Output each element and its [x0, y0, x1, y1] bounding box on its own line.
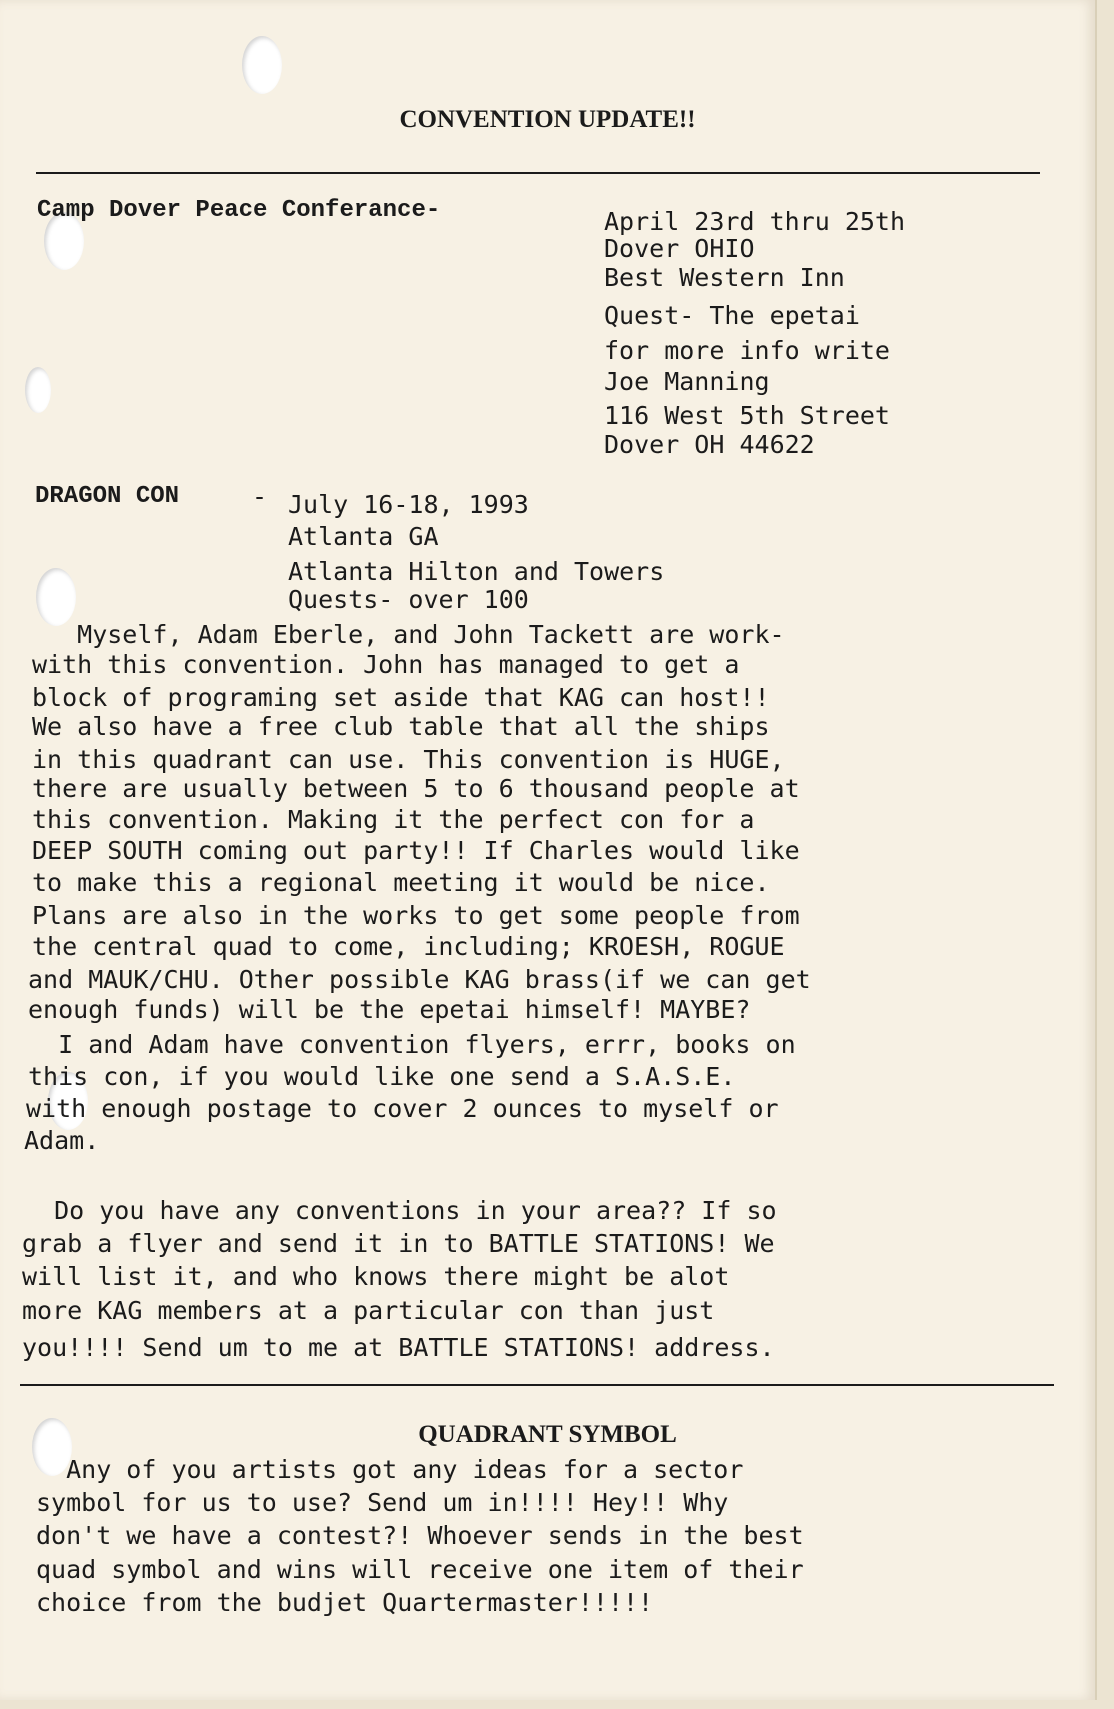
detail-line: Joe Manning [604, 367, 770, 396]
body-line: to make this a regional meeting it would be nice. [32, 868, 770, 897]
body-line: this con, if you would like one send a S.A.S.E. [28, 1062, 736, 1091]
detail-line: July 16-18, 1993 [288, 490, 529, 519]
body-line: Plans are also in the works to get some people from [32, 901, 800, 930]
body-line: the central quad to come, including; KROESH, ROGUE [32, 932, 785, 961]
detail-line: Dover OH 44622 [604, 430, 815, 459]
body-line: with this convention. John has managed to get a [32, 650, 740, 679]
detail-line: for more info write [604, 336, 890, 365]
punch-hole [242, 36, 282, 94]
title-divider [36, 172, 1040, 174]
detail-line: Dover OHIO [604, 234, 755, 263]
body-line: symbol for us to use? Send um in!!!! Hey!! Why [36, 1488, 729, 1517]
detail-line: Atlanta Hilton and Towers [288, 557, 665, 586]
body-line: I and Adam have convention flyers, errr, books on [28, 1030, 796, 1059]
body-line: DEEP SOUTH coming out party!! If Charles would like [32, 836, 800, 865]
body-line: quad symbol and wins will receive one item of their [36, 1555, 804, 1584]
body-line: Myself, Adam Eberle, and John Tackett are work- [32, 620, 785, 649]
body-line: Any of you artists got any ideas for a sector [36, 1455, 744, 1484]
body-line: this convention. Making it the perfect con for a [32, 805, 755, 834]
body-line: don't we have a contest?! Whoever sends in the best [36, 1521, 804, 1550]
body-line: enough funds) will be the epetai himself! MAYBE? [28, 995, 751, 1024]
body-line: there are usually between 5 to 6 thousand people at [32, 774, 800, 803]
body-line: grab a flyer and send it in to BATTLE STATIONS! We [22, 1229, 775, 1258]
dragon-con-dash: - [252, 482, 268, 511]
section-divider [20, 1384, 1054, 1386]
camp-dover-name: Camp Dover Peace Conferance- [37, 197, 441, 224]
body-line: We also have a free club table that all the ships [32, 712, 770, 741]
body-line: with enough postage to cover 2 ounces to myself or [26, 1094, 779, 1123]
body-line: block of programing set aside that KAG can host!! [32, 683, 770, 712]
body-line: Adam. [24, 1126, 100, 1155]
body-line: more KAG members at a particular con than just [22, 1296, 715, 1325]
body-line: choice from the budjet Quartermaster!!!!! [36, 1588, 654, 1617]
detail-line: Quests- over 100 [288, 585, 529, 614]
detail-line: April 23rd thru 25th [604, 207, 906, 236]
punch-hole [25, 367, 51, 413]
dragon-con-name: DRAGON CON [35, 483, 180, 510]
page-title: CONVENTION UPDATE!! [399, 106, 696, 133]
body-line: and MAUK/CHU. Other possible KAG brass(if we can get [28, 965, 811, 994]
detail-line: Best Western Inn [604, 263, 845, 292]
body-line: will list it, and who knows there might be alot [22, 1262, 730, 1291]
body-line: Do you have any conventions in your area?? If so [24, 1196, 777, 1225]
body-line: you!!!! Send um to me at BATTLE STATIONS! address. [22, 1333, 775, 1362]
detail-line: Quest- The epetai [604, 301, 860, 330]
detail-line: 116 West 5th Street [604, 401, 890, 430]
body-line: in this quadrant can use. This convention is HUGE, [32, 745, 785, 774]
detail-line: Atlanta GA [288, 522, 439, 551]
punch-hole [36, 568, 76, 626]
quadrant-symbol-heading: QUADRANT SYMBOL [418, 1421, 677, 1448]
